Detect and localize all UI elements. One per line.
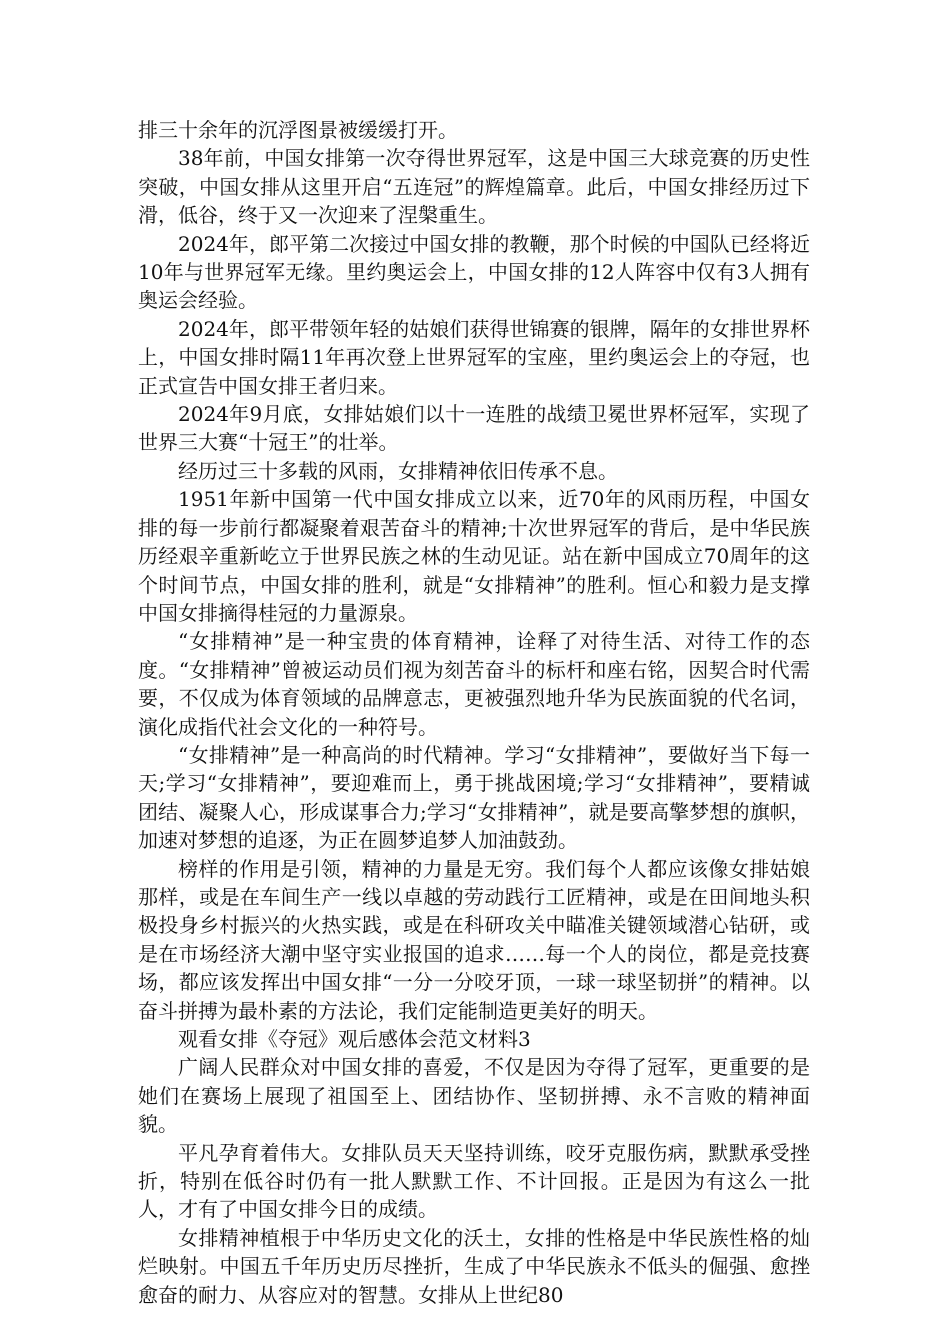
document-body bbox=[138, 116, 810, 1309]
paragraph-era-spirit: “女排精神”是一种高尚的时代精神。学习“女排精神”，要做好当下每一天;学习“女排精神”，要迎难而上，勇于挑战困境;学习“女排精神”，要精诚团结、凝聚人心，形成谋事合力;学习“女排精神”，就是要高擎梦想的旗帜，加速对梦想的追逐，为正在圆梦追梦人加油鼓劲。 bbox=[138, 742, 810, 853]
paragraph-history-1951: 1951年新中国第一代中国女排成立以来，近70年的风雨历程，中国女排的每一步前行都凝聚着艰苦奋斗的精神;十次世界冠军的背后，是中华民族历经艰辛重新屹立于世界民族之林的生动见证。站在新中国成立70周年的这个时间节点，中国女排的胜利，就是“女排精神”的胜利。恒心和毅力是支撑中国女排摘得桂冠的力量源泉。 bbox=[138, 487, 810, 625]
paragraph-world-cup-win: 2024年，郎平带领年轻的姑娘们获得世锦赛的银牌，隔年的女排世界杯上，中国女排时隔11年再次登上世界冠军的宝座，里约奥运会上的夺冠，也正式宣告中国女排王者归来。 bbox=[138, 316, 810, 398]
paragraph-public-love: 广阔人民群众对中国女排的喜爱，不仅是因为夺得了冠军，更重要的是她们在赛场上展现了祖国至上、团结协作、坚韧拼搏、永不言败的精神面貌。 bbox=[138, 1055, 810, 1137]
paragraph-ten-titles: 2024年9月底，女排姑娘们以十一连胜的战绩卫冕世界杯冠军，实现了世界三大赛“十冠王”的壮举。 bbox=[138, 402, 810, 455]
paragraph-ordinary-greatness: 平凡孕育着伟大。女排队员天天坚持训练，咬牙克服伤病，默默承受挫折，特别在低谷时仍有一批人默默工作、不计回报。正是因为有这么一批人，才有了中国女排今日的成绩。 bbox=[138, 1140, 810, 1222]
paragraph-sports-spirit: “女排精神”是一种宝贵的体育精神，诠释了对待生活、对待工作的态度。“女排精神”曾被运动员们视为刻苦奋斗的标杆和座右铭，因契合时代需要，不仅成为体育领域的品牌意志，更被强烈地升华为民族面貌的代名词，演化成指代社会文化的一种符号。 bbox=[138, 629, 810, 739]
paragraph-coach-return: 2024年，郎平第二次接过中国女排的教鞭，那个时候的中国队已经将近10年与世界冠军无缘。里约奥运会上，中国女排的12人阵容中仅有3人拥有奥运会经验。 bbox=[138, 231, 810, 313]
paragraph-spirit-continues: 经历过三十多载的风雨，女排精神依旧传承不息。 bbox=[178, 458, 618, 483]
paragraph-cultural-roots: 女排精神植根于中华历史文化的沃土，女排的性格是中华民族性格的灿烂映射。中国五千年历史历尽挫折，生成了中华民族永不低头的倔强、愈挫愈奋的耐力、从容应对的智慧。女排从上世纪80 bbox=[138, 1225, 810, 1307]
section-heading: 观看女排《夺冠》观后感体会范文材料3 bbox=[178, 1027, 531, 1051]
paragraph-role-model: 榜样的作用是引领，精神的力量是无穷。我们每个人都应该像女排姑娘那样，或是在车间生产一线以卓越的劳动践行工匠精神，或是在田间地头积极投身乡村振兴的火热实践，或是在科研攻关中瞄准关键领域潜心钻研，或是在市场经济大潮中坚守实业报国的追求……每一个人的岗位，都是竞技赛场，都应该发挥出中国女排“一分一分咬牙顶，一球一球坚韧拼”的精神。以奋斗拼搏为最朴素的方法论，我们定能制造更美好的明天。 bbox=[138, 856, 810, 1023]
paragraph-continuation: 排三十余年的沉浮图景被缓缓打开。 bbox=[138, 118, 458, 142]
paragraph-first-world-title: 38年前，中国女排第一次夺得世界冠军，这是中国三大球竞赛的历史性突破，中国女排从这里开启“五连冠”的辉煌篇章。此后，中国女排经历过下滑，低谷，终于又一次迎来了涅槃重生。 bbox=[138, 146, 810, 228]
